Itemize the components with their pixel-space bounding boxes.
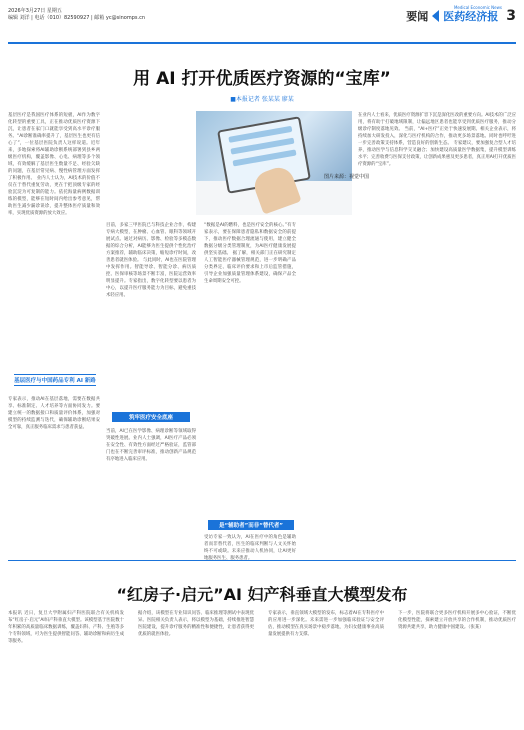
article2-column-1: 本报讯 近日，复旦大学附属妇产科医院联合有关机构发布“红房子·启元”AI妇产科垂直大模型。该模型基于医院数十年积累的高质量临床数据训练，覆盖妇科、产科、生殖等多个专科领域，可为医生提供智能问答、辅助诊断和病历生成等服务。 — [8, 611, 124, 644]
article2-headline: “红房子·启元”AI 妇产科垂直大模型发布 — [116, 585, 408, 604]
article1-column-1: 基层医疗是我国医疗体系的短板，AI作为数字化转型的重要工具，正在推动优质医疗资源下沉，让患者在家门口就能享受到高水平诊疗服务。“AI诊断准确率提升了，基层医生也更有信心了”，一位基层医院负责人这样说道。近年来，多地探索将AI辅助诊断系统部署到县乡两级医疗机构，覆盖影像、心电、病理等多个领域，有效缓解了基层医生数量不足、经验欠缺的问题，在基层常见病、慢性病管理方面发挥了积极作用。 业内人士认为，AI技术的价值不仅在于替代重复劳动，更在于把顶级专家的经验沉淀为可复制的能力。依托海量病例数据训练的模型，能够在短时间内给出参考意见，帮助医生减少漏诊误诊，提升整体医疗质量和效率，实现优质资源的放大效应。 — [8, 113, 100, 216]
doctor-tablet-photo — [196, 111, 352, 215]
article1-column-1-cont: 专家表示，推动AI在基层落地，需要在数据共享、标准制定、人才培养等方面协同发力。要建立统一的数据接口和质量评价体系，加强对模型的持续监测与迭代，确保辅助诊断结果安全可靠，真正服务临床需求与患者获益。 — [8, 397, 100, 430]
masthead-brand — [406, 8, 516, 24]
article1-column-3: “数据是AI的燃料，也是医疗安全的核心。”有专家表示，要在保障患者隐私和数据安全的前提下，推动医疗数据合理流通与使用，建立健全数据分级分类管理制度，为AI医疗健康发展提供坚实基础。 据了解，相关部门正在研究制定人工智能医疗器械管理规范，进一步明确产品分类界定、临床评价要求和上市后监管措施，引导企业加强质量管理体系建设，确保产品全生命周期安全可控。 — [204, 223, 296, 284]
paper-name: 医药经济报 — [443, 10, 499, 23]
article2-column-2: 据介绍，该模型在专业知识问答、临床推理等测试中表现优异。医院相关负责人表示，将以模型为基础，持续推进智慧医院建设，提升诊疗服务的精准性和便捷性，让患者获得更优质的就医体验。 — [138, 611, 254, 637]
chevron-left-icon — [432, 10, 439, 22]
header-rule — [8, 42, 516, 44]
article-separator — [8, 560, 516, 561]
article1-headline: 用 AI 打开优质医疗资源的“宝库” — [133, 69, 391, 89]
article1-byline: ■本报记者 张某某 廖某 — [230, 96, 294, 103]
article1-column-2: 目前，多家三甲医院已与科技企业合作，构建专病大模型，在肿瘤、心血管、眼科等领域开展试点。通过对病历、影像、检验等多模态数据的综合分析，AI能够为医生提供个性化治疗方案推荐，辅助临床决策，缩短诊疗时间，改善患者就医体验。 与此同时，AI也在医院管理中发挥作用。智能导诊、智能分诊、病历质控、医保审核等场景不断丰富，医院运营效率明显提升。专家指出，数字化转型要以患者为中心，以提升医疗服务能力为目标，避免重技术轻应用。 — [106, 223, 196, 298]
article1-subheading-2: 筑牢医疗安全底座 — [112, 412, 190, 422]
article1-subheading-3: 是“辅助者”而非“替代者” — [208, 520, 294, 530]
article1-column-4: 在业内人士看来，优质医疗资源扩容下沉是深化医改的重要方向。AI技术的广泛应用，将有助于打破地域限制，让偏远地区患者也能享受到优质医疗服务，推动分级诊疗制度落地见效。 当前，“AI+医疗”正处于快速发展期。相关企业表示，将持续加大研发投入，深化与医疗机构的合作，推动更多场景落地。同时也呼吁进一步完善政策支持体系，营造良好的创新生态。 专家建议，要加强复合型人才培养，推动医学与信息科学交叉融合；加快建设高质量医学数据集，提升模型训练水平；完善收费与医保支付政策，让创新成果惠及更多患者，真正用AI打开优质医疗资源的“宝库”。 — [358, 113, 516, 167]
masthead-info — [8, 8, 145, 22]
article2-column-4: 下一步，医院将联合更多医疗机构开展多中心验证，不断优化模型性能，探索建立开放共享的合作机制，推动优质医疗资源共建共享，助力健康中国建设。（张某） — [398, 611, 516, 630]
article1-column-2-cont: 当前，AI已在医学影像、病理诊断等领域取得突破性进展。业内人士强调，AI医疗产品必须在安全性、有效性方面经过严格验证，监管部门也在不断完善审评标准，推动创新产品规范有序地进入临床应用。 — [106, 429, 196, 462]
photo-caption: 图片来源：视觉中国 — [324, 174, 370, 180]
editor-line: 编辑 刘洋 | 电话（010）82590927 | 邮箱 yc@sinomps.cn — [8, 15, 145, 21]
page-number: 3 — [506, 8, 516, 24]
section-label: 要闻 — [406, 10, 429, 23]
article1-subheading-1: 基层医疗与中国药品专利 AI 新路 — [14, 374, 96, 386]
paper-english-name: Medical Economic News — [453, 5, 502, 10]
article2-column-3: 专家表示，垂直领域大模型的发布，标志着AI在专科医疗中的应用进一步深化。未来需进一步加强临床验证与安全评估，推动模型在真实场景中稳步落地，为妇女健康事业高质量发展提供有力支撑。 — [268, 611, 384, 637]
article1-column-3-cont: 受访专家一致认为，AI在医疗中的角色是辅助者而非替代者，医生的临床判断与人文关怀始终不可或缺。未来应推动人机协同，让AI更好地服务医生、服务患者。 — [204, 535, 296, 561]
date-line: 2026年3月27日 星期五 — [8, 8, 62, 14]
